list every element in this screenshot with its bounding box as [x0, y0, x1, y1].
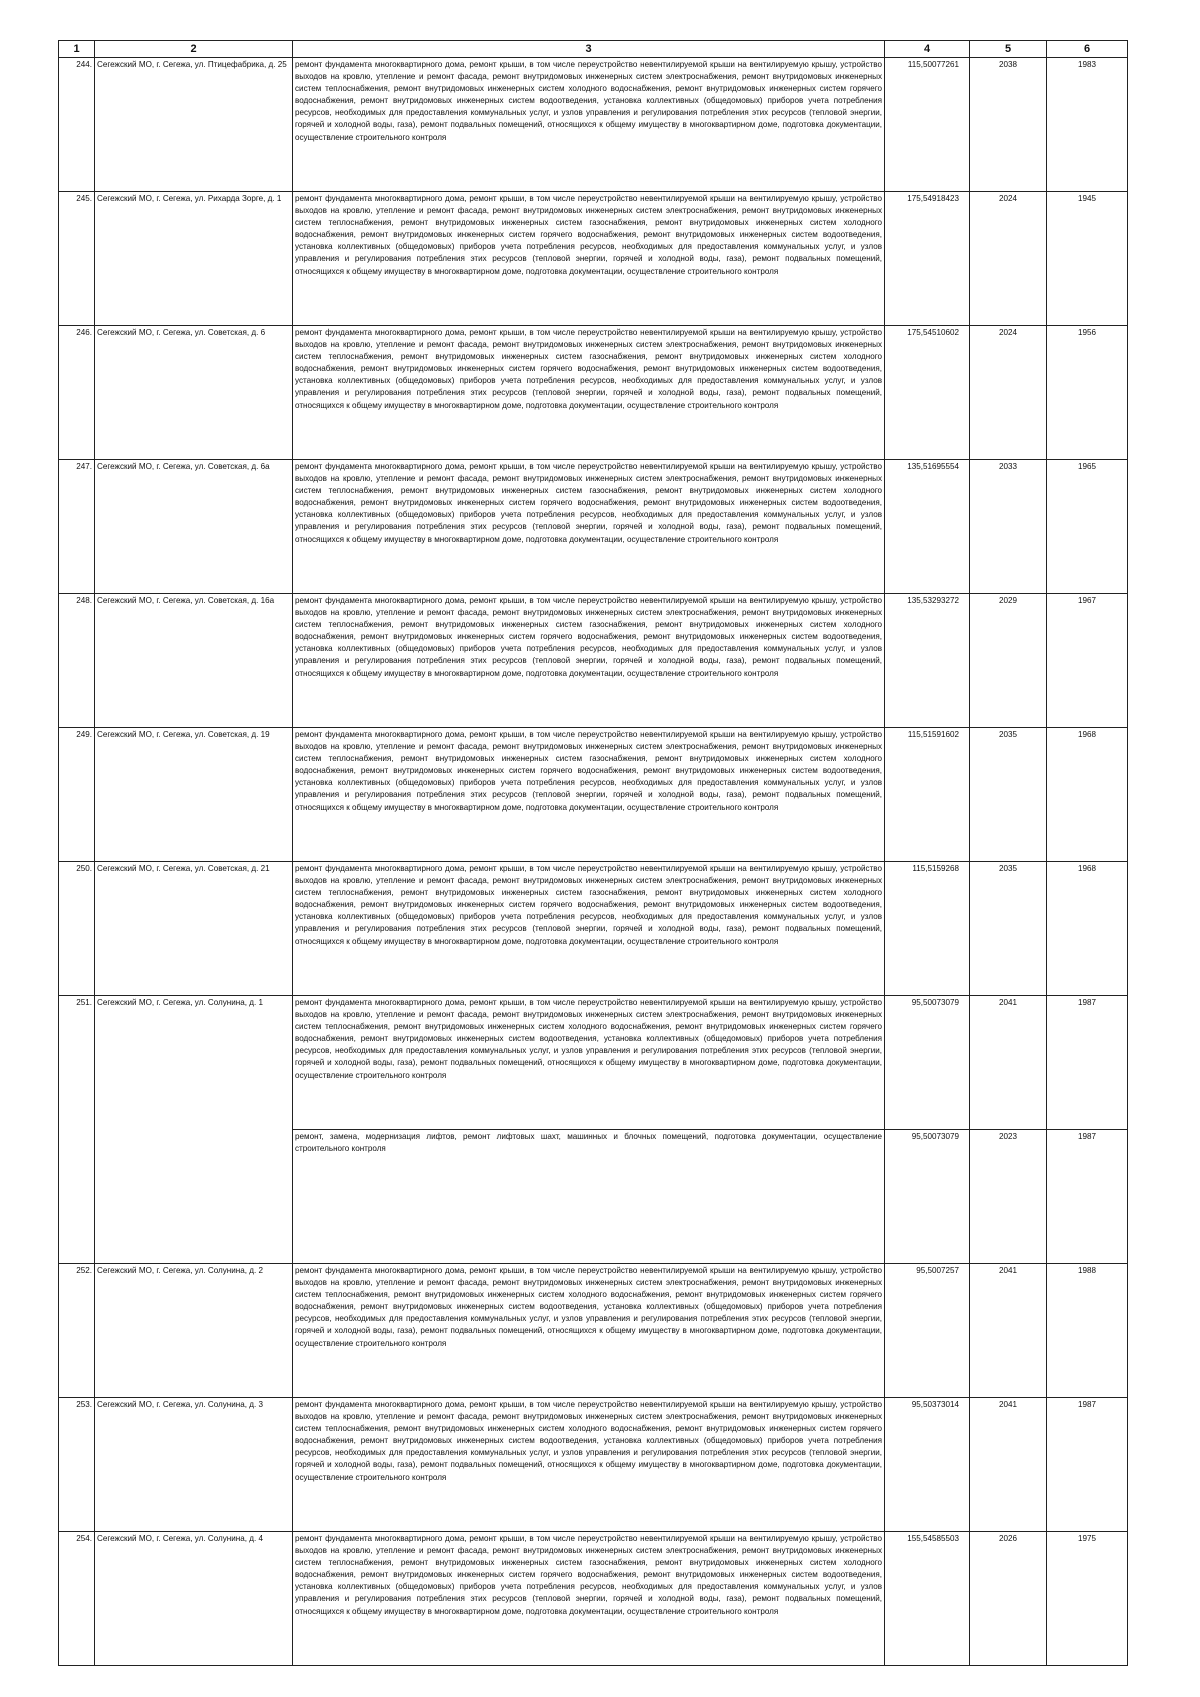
works-cell: ремонт, замена, модернизация лифтов, ремонт лифтовых шахт, машинных и блочных помещений, подготовка документации, осуществление строительного контроля [293, 1130, 885, 1264]
works-cell: ремонт фундамента многоквартирного дома, ремонт крыши, в том числе переустройство невентилируемой крыши на вентилируемую крышу, устройство выходов на кровлю, утепление и ремонт фасада, ремонт внутридомовых инженерных систем электроснабжения, ремонт внутридомовых инженерных систем теплоснабжения, ремонт внутридомовых инженерных систем газоснабжения, ремонт внутридомовых инженерных систем холодного водоснабжения, ремонт внутридомовых инженерных систем горячего водоснабжения, ремонт внутридомовых инженерных систем водоотведения, установка коллективных (общедомовых) приборов учета потребления ресурсов, необходимых для предоставления коммунальных услуг, и узлов управления и регулирования потребления этих ресурсов (тепловой энергии, горячей и холодной воды, газа), ремонт подвальных помещений, относящихся к общему имуществу в многоквартирном доме, подготовка документации, осуществление строительного контроля [293, 594, 885, 728]
row-number: 247. [59, 460, 95, 594]
row-number: 253. [59, 1398, 95, 1532]
year-cell: 2029 [970, 594, 1047, 728]
row-number: 254. [59, 1532, 95, 1666]
row-number: 245. [59, 192, 95, 326]
cost-cell: 135,51695554 [885, 460, 970, 594]
table-row [59, 728, 1128, 862]
built-year-cell: 1968 [1047, 728, 1128, 862]
year-cell: 2041 [970, 1398, 1047, 1532]
table-row [59, 996, 1128, 1130]
cost-cell: 175,54918423 [885, 192, 970, 326]
cost-cell: 115,50077261 [885, 58, 970, 192]
column-header: 2 [95, 41, 293, 58]
column-header: 6 [1047, 41, 1128, 58]
table-row [59, 58, 1128, 192]
table-row [59, 1398, 1128, 1532]
works-cell: ремонт фундамента многоквартирного дома, ремонт крыши, в том числе переустройство невентилируемой крыши на вентилируемую крышу, устройство выходов на кровлю, утепление и ремонт фасада, ремонт внутридомовых инженерных систем электроснабжения, ремонт внутридомовых инженерных систем теплоснабжения, ремонт внутридомовых инженерных систем газоснабжения, ремонт внутридомовых инженерных систем холодного водоснабжения, ремонт внутридомовых инженерных систем горячего водоснабжения, ремонт внутридомовых инженерных систем водоотведения, установка коллективных (общедомовых) приборов учета потребления ресурсов, необходимых для предоставления коммунальных услуг, и узлов управления и регулирования потребления этих ресурсов (тепловой энергии, горячей и холодной воды, газа), ремонт подвальных помещений, относящихся к общему имуществу в многоквартирном доме, подготовка документации, осуществление строительного контроля [293, 728, 885, 862]
table-row [59, 460, 1128, 594]
column-header: 1 [59, 41, 95, 58]
works-cell: ремонт фундамента многоквартирного дома, ремонт крыши, в том числе переустройство невентилируемой крыши на вентилируемую крышу, устройство выходов на кровлю, утепление и ремонт фасада, ремонт внутридомовых инженерных систем электроснабжения, ремонт внутридомовых инженерных систем теплоснабжения, ремонт внутридомовых инженерных систем холодного водоснабжения, ремонт внутридомовых инженерных систем горячего водоснабжения, ремонт внутридомовых инженерных систем водоотведения, установка коллективных (общедомовых) приборов учета потребления ресурсов, необходимых для предоставления коммунальных услуг, и узлов управления и регулирования потребления этих ресурсов (тепловой энергии, горячей и холодной воды, газа), ремонт подвальных помещений, относящихся к общему имуществу в многоквартирном доме, подготовка документации, осуществление строительного контроля [293, 1398, 885, 1532]
cost-cell: 95,50073079 [885, 1130, 970, 1264]
address-cell: Сегежский МО, г. Сегежа, ул. Солунина, д. 4 [95, 1532, 293, 1666]
year-cell: 2041 [970, 1264, 1047, 1398]
table-row [59, 862, 1128, 996]
cost-cell: 155,54585503 [885, 1532, 970, 1666]
works-cell: ремонт фундамента многоквартирного дома, ремонт крыши, в том числе переустройство невентилируемой крыши на вентилируемую крышу, устройство выходов на кровлю, утепление и ремонт фасада, ремонт внутридомовых инженерных систем электроснабжения, ремонт внутридомовых инженерных систем теплоснабжения, ремонт внутридомовых инженерных систем газоснабжения, ремонт внутридомовых инженерных систем холодного водоснабжения, ремонт внутридомовых инженерных систем горячего водоснабжения, ремонт внутридомовых инженерных систем водоотведения, установка коллективных (общедомовых) приборов учета потребления ресурсов, необходимых для предоставления коммунальных услуг, и узлов управления и регулирования потребления этих ресурсов (тепловой энергии, горячей и холодной воды, газа), ремонт подвальных помещений, относящихся к общему имуществу в многоквартирном доме, подготовка документации, осуществление строительного контроля [293, 460, 885, 594]
row-number: 249. [59, 728, 95, 862]
row-number: 244. [59, 58, 95, 192]
built-year-cell: 1965 [1047, 460, 1128, 594]
works-cell: ремонт фундамента многоквартирного дома, ремонт крыши, в том числе переустройство невентилируемой крыши на вентилируемую крышу, устройство выходов на кровлю, утепление и ремонт фасада, ремонт внутридомовых инженерных систем электроснабжения, ремонт внутридомовых инженерных систем теплоснабжения, ремонт внутридомовых инженерных систем холодного водоснабжения, ремонт внутридомовых инженерных систем горячего водоснабжения, ремонт внутридомовых инженерных систем водоотведения, установка коллективных (общедомовых) приборов учета потребления ресурсов, необходимых для предоставления коммунальных услуг, и узлов управления и регулирования потребления этих ресурсов (тепловой энергии, горячей и холодной воды, газа), ремонт подвальных помещений, относящихся к общему имуществу в многоквартирном доме, подготовка документации, осуществление строительного контроля [293, 996, 885, 1130]
built-year-cell: 1975 [1047, 1532, 1128, 1666]
column-header: 4 [885, 41, 970, 58]
address-cell: Сегежский МО, г. Сегежа, ул. Солунина, д. 1 [95, 996, 293, 1264]
row-number: 252. [59, 1264, 95, 1398]
works-cell: ремонт фундамента многоквартирного дома, ремонт крыши, в том числе переустройство невентилируемой крыши на вентилируемую крышу, устройство выходов на кровлю, утепление и ремонт фасада, ремонт внутридомовых инженерных систем электроснабжения, ремонт внутридомовых инженерных систем теплоснабжения, ремонт внутридомовых инженерных систем газоснабжения, ремонт внутридомовых инженерных систем холодного водоснабжения, ремонт внутридомовых инженерных систем горячего водоснабжения, ремонт внутридомовых инженерных систем водоотведения, установка коллективных (общедомовых) приборов учета потребления ресурсов, необходимых для предоставления коммунальных услуг, и узлов управления и регулирования потребления этих ресурсов (тепловой энергии, горячей и холодной воды, газа), ремонт подвальных помещений, относящихся к общему имуществу в многоквартирном доме, подготовка документации, осуществление строительного контроля [293, 192, 885, 326]
row-number: 250. [59, 862, 95, 996]
row-number: 248. [59, 594, 95, 728]
column-header: 3 [293, 41, 885, 58]
table-row [59, 1532, 1128, 1666]
address-cell: Сегежский МО, г. Сегежа, ул. Советская, д. 19 [95, 728, 293, 862]
cost-cell: 115,51591602 [885, 728, 970, 862]
cost-cell: 95,50373014 [885, 1398, 970, 1532]
capital-repair-table [58, 40, 1128, 1666]
address-cell: Сегежский МО, г. Сегежа, ул. Солунина, д. 3 [95, 1398, 293, 1532]
cost-cell: 135,53293272 [885, 594, 970, 728]
table-row [59, 1264, 1128, 1398]
built-year-cell: 1968 [1047, 862, 1128, 996]
built-year-cell: 1983 [1047, 58, 1128, 192]
address-cell: Сегежский МО, г. Сегежа, ул. Советская, д. 21 [95, 862, 293, 996]
year-cell: 2041 [970, 996, 1047, 1130]
address-cell: Сегежский МО, г. Сегежа, ул. Советская, д. 6а [95, 460, 293, 594]
built-year-cell: 1987 [1047, 996, 1128, 1130]
year-cell: 2035 [970, 862, 1047, 996]
table-row [59, 594, 1128, 728]
built-year-cell: 1987 [1047, 1130, 1128, 1264]
built-year-cell: 1956 [1047, 326, 1128, 460]
address-cell: Сегежский МО, г. Сегежа, ул. Птицефабрика, д. 25 [95, 58, 293, 192]
table-row [59, 192, 1128, 326]
column-header: 5 [970, 41, 1047, 58]
works-cell: ремонт фундамента многоквартирного дома, ремонт крыши, в том числе переустройство невентилируемой крыши на вентилируемую крышу, устройство выходов на кровлю, утепление и ремонт фасада, ремонт внутридомовых инженерных систем электроснабжения, ремонт внутридомовых инженерных систем теплоснабжения, ремонт внутридомовых инженерных систем холодного водоснабжения, ремонт внутридомовых инженерных систем горячего водоснабжения, ремонт внутридомовых инженерных систем водоотведения, установка коллективных (общедомовых) приборов учета потребления ресурсов, необходимых для предоставления коммунальных услуг, и узлов управления и регулирования потребления этих ресурсов (тепловой энергии, горячей и холодной воды, газа), ремонт подвальных помещений, относящихся к общему имуществу в многоквартирном доме, подготовка документации, осуществление строительного контроля [293, 1264, 885, 1398]
works-cell: ремонт фундамента многоквартирного дома, ремонт крыши, в том числе переустройство невентилируемой крыши на вентилируемую крышу, устройство выходов на кровлю, утепление и ремонт фасада, ремонт внутридомовых инженерных систем электроснабжения, ремонт внутридомовых инженерных систем теплоснабжения, ремонт внутридомовых инженерных систем газоснабжения, ремонт внутридомовых инженерных систем холодного водоснабжения, ремонт внутридомовых инженерных систем горячего водоснабжения, ремонт внутридомовых инженерных систем водоотведения, установка коллективных (общедомовых) приборов учета потребления ресурсов, необходимых для предоставления коммунальных услуг, и узлов управления и регулирования потребления этих ресурсов (тепловой энергии, горячей и холодной воды, газа), ремонт подвальных помещений, относящихся к общему имуществу в многоквартирном доме, подготовка документации, осуществление строительного контроля [293, 862, 885, 996]
year-cell: 2038 [970, 58, 1047, 192]
works-cell: ремонт фундамента многоквартирного дома, ремонт крыши, в том числе переустройство невентилируемой крыши на вентилируемую крышу, устройство выходов на кровлю, утепление и ремонт фасада, ремонт внутридомовых инженерных систем электроснабжения, ремонт внутридомовых инженерных систем теплоснабжения, ремонт внутридомовых инженерных систем газоснабжения, ремонт внутридомовых инженерных систем холодного водоснабжения, ремонт внутридомовых инженерных систем горячего водоснабжения, ремонт внутридомовых инженерных систем водоотведения, установка коллективных (общедомовых) приборов учета потребления ресурсов, необходимых для предоставления коммунальных услуг, и узлов управления и регулирования потребления этих ресурсов (тепловой энергии, горячей и холодной воды, газа), ремонт подвальных помещений, относящихся к общему имуществу в многоквартирном доме, подготовка документации, осуществление строительного контроля [293, 1532, 885, 1666]
year-cell: 2026 [970, 1532, 1047, 1666]
year-cell: 2024 [970, 192, 1047, 326]
column-number-row [59, 41, 1128, 58]
row-number: 246. [59, 326, 95, 460]
cost-cell: 115,5159268 [885, 862, 970, 996]
works-cell: ремонт фундамента многоквартирного дома, ремонт крыши, в том числе переустройство невентилируемой крыши на вентилируемую крышу, устройство выходов на кровлю, утепление и ремонт фасада, ремонт внутридомовых инженерных систем электроснабжения, ремонт внутридомовых инженерных систем теплоснабжения, ремонт внутридомовых инженерных систем холодного водоснабжения, ремонт внутридомовых инженерных систем горячего водоснабжения, ремонт внутридомовых инженерных систем водоотведения, установка коллективных (общедомовых) приборов учета потребления ресурсов, необходимых для предоставления коммунальных услуг, и узлов управления и регулирования потребления этих ресурсов (тепловой энергии, горячей и холодной воды, газа), ремонт подвальных помещений, относящихся к общему имуществу в многоквартирном доме, подготовка документации, осуществление строительного контроля [293, 58, 885, 192]
built-year-cell: 1945 [1047, 192, 1128, 326]
year-cell: 2035 [970, 728, 1047, 862]
address-cell: Сегежский МО, г. Сегежа, ул. Солунина, д. 2 [95, 1264, 293, 1398]
cost-cell: 175,54510602 [885, 326, 970, 460]
year-cell: 2023 [970, 1130, 1047, 1264]
built-year-cell: 1987 [1047, 1398, 1128, 1532]
address-cell: Сегежский МО, г. Сегежа, ул. Рихарда Зорге, д. 1 [95, 192, 293, 326]
cost-cell: 95,50073079 [885, 996, 970, 1130]
year-cell: 2024 [970, 326, 1047, 460]
works-cell: ремонт фундамента многоквартирного дома, ремонт крыши, в том числе переустройство невентилируемой крыши на вентилируемую крышу, устройство выходов на кровлю, утепление и ремонт фасада, ремонт внутридомовых инженерных систем электроснабжения, ремонт внутридомовых инженерных систем теплоснабжения, ремонт внутридомовых инженерных систем газоснабжения, ремонт внутридомовых инженерных систем холодного водоснабжения, ремонт внутридомовых инженерных систем горячего водоснабжения, ремонт внутридомовых инженерных систем водоотведения, установка коллективных (общедомовых) приборов учета потребления ресурсов, необходимых для предоставления коммунальных услуг, и узлов управления и регулирования потребления этих ресурсов (тепловой энергии, горячей и холодной воды, газа), ремонт подвальных помещений, относящихся к общему имуществу в многоквартирном доме, подготовка документации, осуществление строительного контроля [293, 326, 885, 460]
cost-cell: 95,5007257 [885, 1264, 970, 1398]
table-row [59, 326, 1128, 460]
address-cell: Сегежский МО, г. Сегежа, ул. Советская, д. 6 [95, 326, 293, 460]
built-year-cell: 1967 [1047, 594, 1128, 728]
address-cell: Сегежский МО, г. Сегежа, ул. Советская, д. 16а [95, 594, 293, 728]
year-cell: 2033 [970, 460, 1047, 594]
row-number: 251. [59, 996, 95, 1264]
built-year-cell: 1988 [1047, 1264, 1128, 1398]
